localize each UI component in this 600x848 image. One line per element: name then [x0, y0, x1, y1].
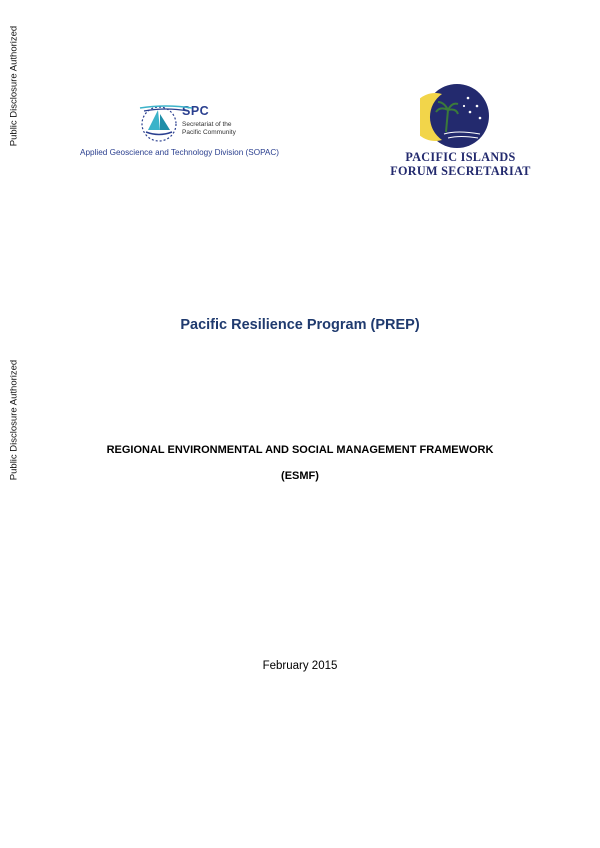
forum-name-line1: PACIFIC ISLANDS	[405, 150, 516, 164]
program-title: Pacific Resilience Program (PREP)	[180, 317, 420, 333]
spc-subtitle: Secretariat of the Pacific Community	[182, 121, 236, 136]
forum-emblem-icon	[420, 82, 494, 150]
spc-division: Applied Geoscience and Technology Division (SOPAC)	[80, 148, 280, 157]
side-note-top-text: Public Disclosure Authorized	[8, 25, 20, 147]
spc-logo	[78, 100, 298, 172]
document-abbreviation: (ESMF)	[281, 470, 319, 482]
side-note-middle-text: Public Disclosure Authorized	[8, 359, 20, 481]
forum-name	[378, 150, 543, 178]
spc-name: SPC	[182, 104, 210, 118]
forum-logo	[378, 78, 543, 188]
spc-wave-icon	[138, 104, 194, 112]
document-title: REGIONAL ENVIRONMENTAL AND SOCIAL MANAGEMENT FRAMEWORK	[106, 444, 494, 456]
document-date: February 2015	[262, 660, 338, 672]
forum-name-line2: FORUM SECRETARIAT	[390, 164, 531, 178]
